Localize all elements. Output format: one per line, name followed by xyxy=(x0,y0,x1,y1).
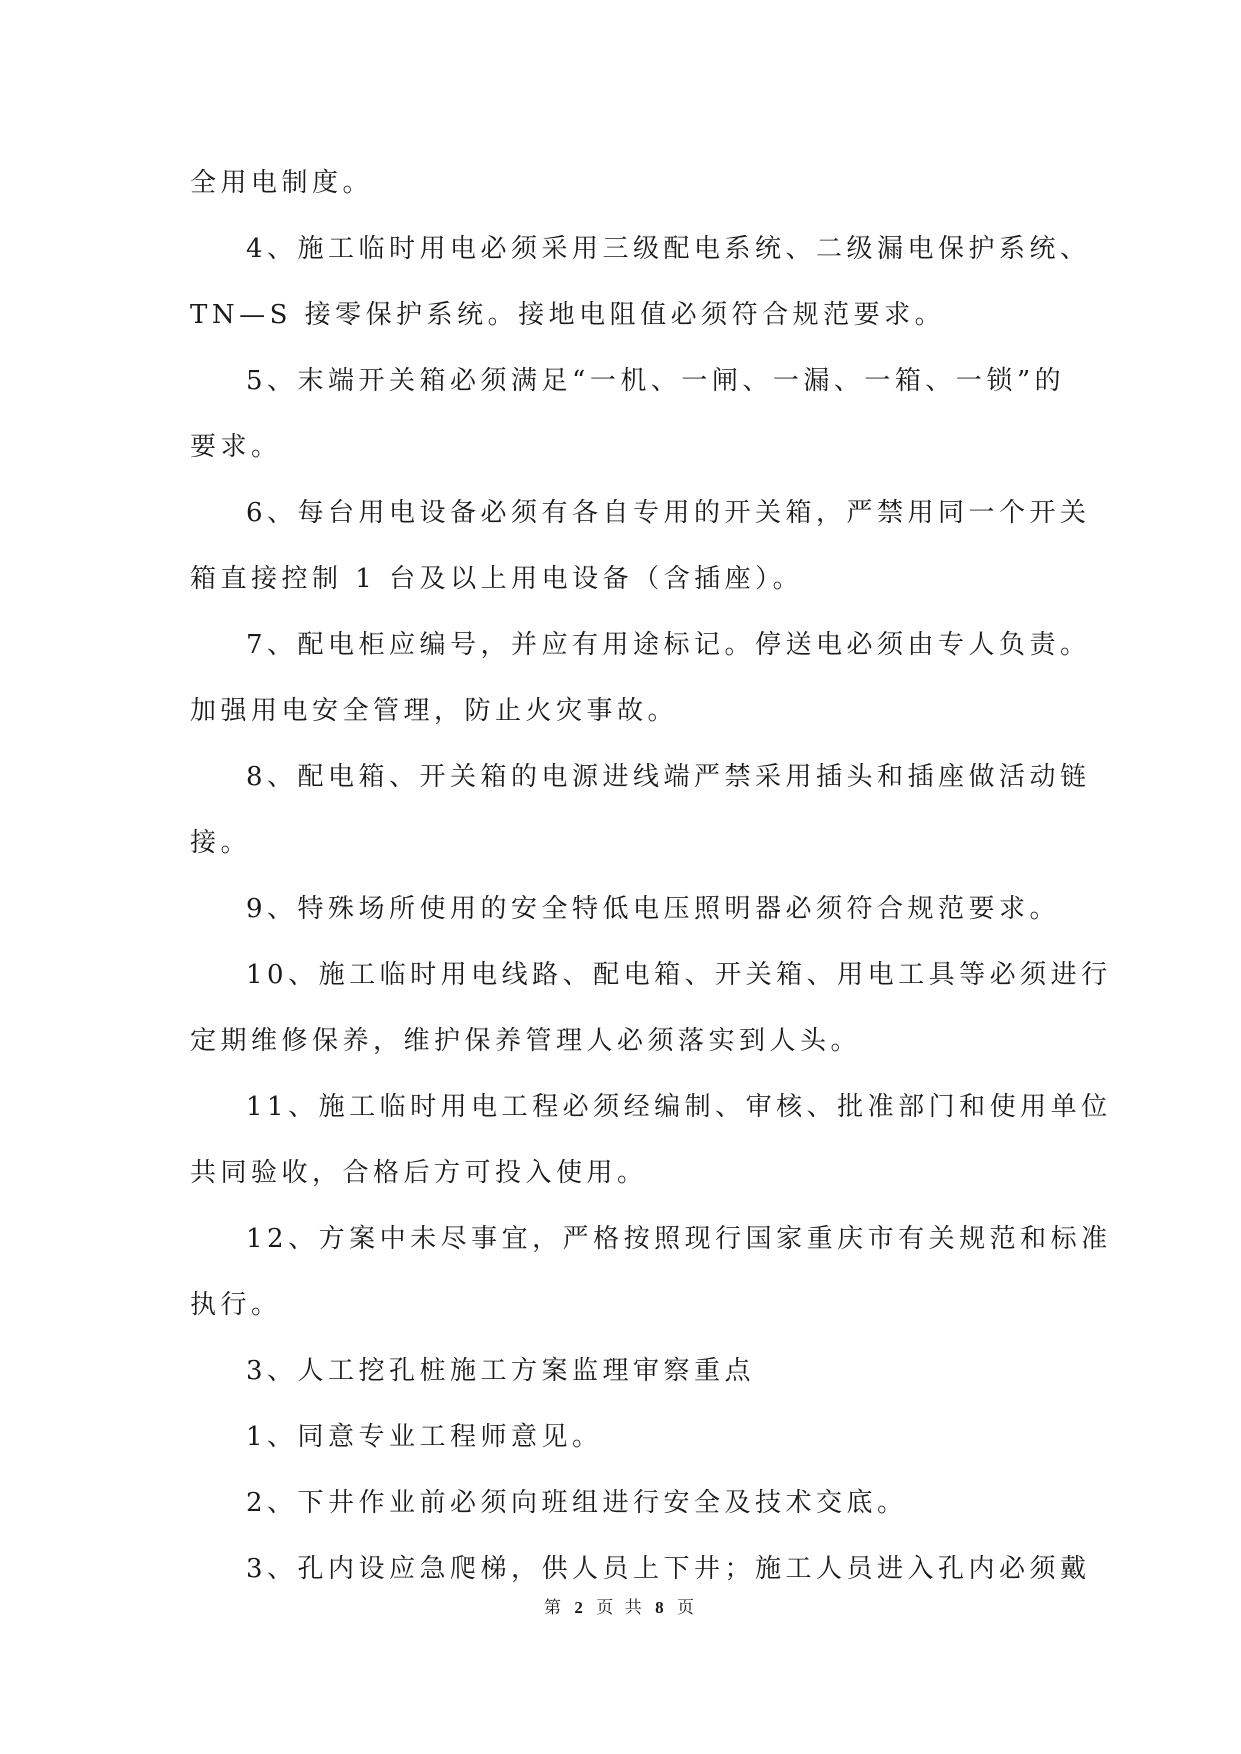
document-body xyxy=(190,150,1112,1602)
text-line: 执行。 xyxy=(190,1290,282,1320)
text-line: 6、每台用电设备必须有各自专用的开关箱，严禁用同一个开关 xyxy=(246,498,1091,528)
text-line: 9、特殊场所使用的安全特低电压照明器必须符合规范要求。 xyxy=(246,894,1061,924)
text-line: 4、施工临时用电必须采用三级配电系统、二级漏电保护系统、 xyxy=(246,234,1091,264)
footer-prefix: 第 xyxy=(543,1598,564,1618)
text-line: 定期维修保养，维护保养管理人必须落实到人头。 xyxy=(190,1026,862,1056)
text-line: 要求。 xyxy=(190,432,282,462)
text-line: 3、人工挖孔桩施工方案监理审察重点 xyxy=(246,1356,756,1386)
page-footer xyxy=(0,1593,1241,1618)
footer-suffix: 页 xyxy=(677,1598,698,1618)
text-line: 全用电制度。 xyxy=(190,168,374,198)
footer-page-number: 2 xyxy=(574,1598,586,1617)
text-line: 3、孔内设应急爬梯，供人员上下井；施工人员进入孔内必须戴 xyxy=(246,1554,1091,1584)
text-line: 5、末端开关箱必须满足“一机、一闸、一漏、一箱、一锁”的 xyxy=(246,366,1066,396)
text-line: 12、方案中未尽事宜，严格按照现行国家重庆市有关规范和标准 xyxy=(246,1224,1112,1254)
text-line: 1、同意专业工程师意见。 xyxy=(246,1422,603,1452)
text-line: 共同验收，合格后方可投入使用。 xyxy=(190,1158,648,1188)
footer-middle: 页 共 xyxy=(596,1598,645,1618)
text-line: 加强用电安全管理，防止火灾事故。 xyxy=(190,696,679,726)
text-line: 7、配电柜应编号，并应有用途标记。停送电必须由专人负责。 xyxy=(246,630,1091,660)
text-line: TN—S 接零保护系统。接地电阻值必须符合规范要求。 xyxy=(190,300,946,330)
text-line: 10、施工临时用电线路、配电箱、开关箱、用电工具等必须进行 xyxy=(246,960,1112,990)
text-line: 11、施工临时用电工程必须经编制、审核、批准部门和使用单位 xyxy=(246,1092,1112,1122)
text-line: 接。 xyxy=(190,828,252,858)
text-line: 2、下井作业前必须向班组进行安全及技术交底。 xyxy=(246,1488,908,1518)
text-line: 8、配电箱、开关箱的电源进线端严禁采用插头和插座做活动链 xyxy=(246,762,1091,792)
footer-total-pages: 8 xyxy=(655,1598,667,1617)
text-line: 箱直接控制 1 台及以上用电设备（含插座）。 xyxy=(190,564,804,594)
